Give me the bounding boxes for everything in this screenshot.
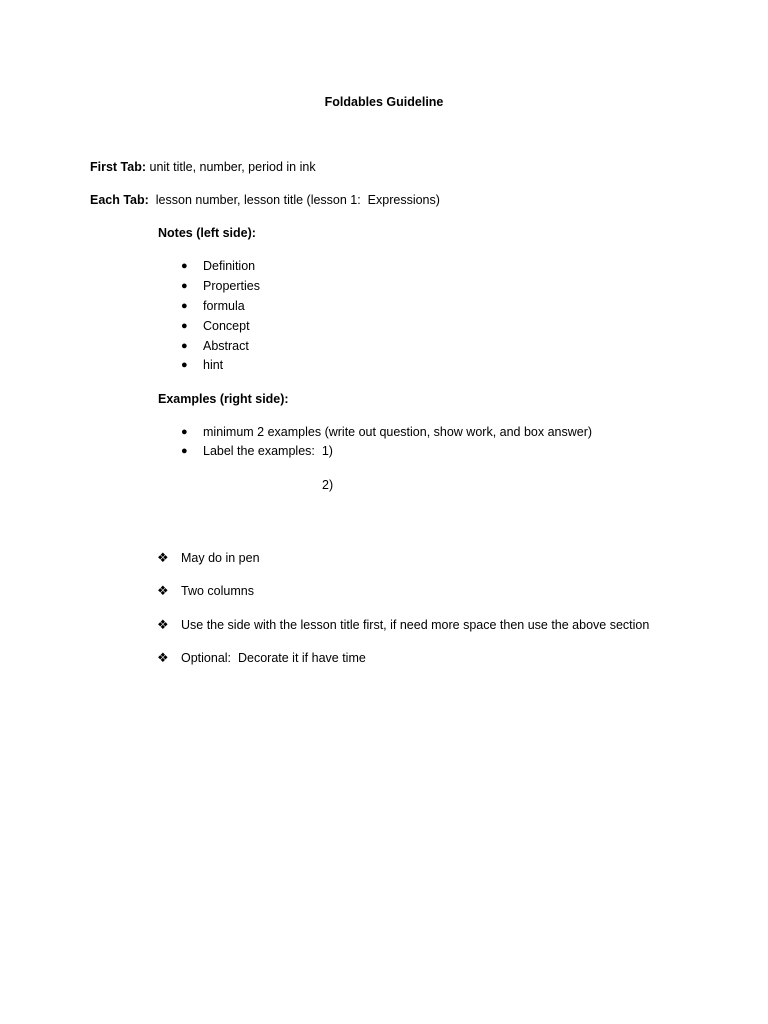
document-title: Foldables Guideline bbox=[324, 95, 444, 109]
bullet-icon: ● bbox=[181, 300, 188, 312]
bullet-icon: ● bbox=[181, 445, 188, 457]
tip-text: Two columns bbox=[181, 584, 254, 598]
diamond-bullet-icon: ❖ bbox=[157, 583, 169, 598]
diamond-bullet-icon: ❖ bbox=[157, 650, 169, 665]
bullet-icon: ● bbox=[181, 426, 188, 438]
bullet-icon: ● bbox=[181, 359, 188, 371]
first-tab-text: unit title, number, period in ink bbox=[146, 160, 316, 174]
examples-continuation: 2) bbox=[322, 478, 334, 492]
each-tab-text: lesson number, lesson title (lesson 1: Expressions) bbox=[148, 193, 440, 207]
list-item-text: Concept bbox=[203, 319, 250, 333]
bullet-icon: ● bbox=[181, 280, 188, 292]
examples-heading: Examples (right side): bbox=[158, 392, 289, 406]
list-item-text: minimum 2 examples (write out question, show work, and box answer) bbox=[203, 425, 593, 439]
list-item-text: Properties bbox=[203, 279, 260, 293]
tip-text: May do in pen bbox=[181, 551, 260, 565]
list-item-text: Label the examples: 1) bbox=[203, 444, 333, 458]
list-item-text: formula bbox=[203, 299, 245, 313]
first-tab-line bbox=[90, 159, 316, 175]
list-item-text: hint bbox=[203, 358, 224, 372]
diamond-bullet-icon: ❖ bbox=[157, 617, 169, 632]
bullet-icon: ● bbox=[181, 320, 188, 332]
list-item-text: Definition bbox=[203, 259, 256, 273]
bullet-icon: ● bbox=[181, 260, 188, 272]
notes-heading: Notes (left side): bbox=[158, 226, 256, 240]
first-tab-label: First Tab: bbox=[90, 160, 147, 174]
each-tab-label: Each Tab: bbox=[90, 193, 149, 207]
tip-text: Use the side with the lesson title first, if need more space then use the above section bbox=[181, 618, 650, 632]
bullet-icon: ● bbox=[181, 340, 188, 352]
each-tab-line bbox=[90, 192, 440, 208]
tip-text: Optional: Decorate it if have time bbox=[181, 651, 366, 665]
diamond-bullet-icon: ❖ bbox=[157, 550, 169, 565]
list-item-text: Abstract bbox=[203, 339, 249, 353]
